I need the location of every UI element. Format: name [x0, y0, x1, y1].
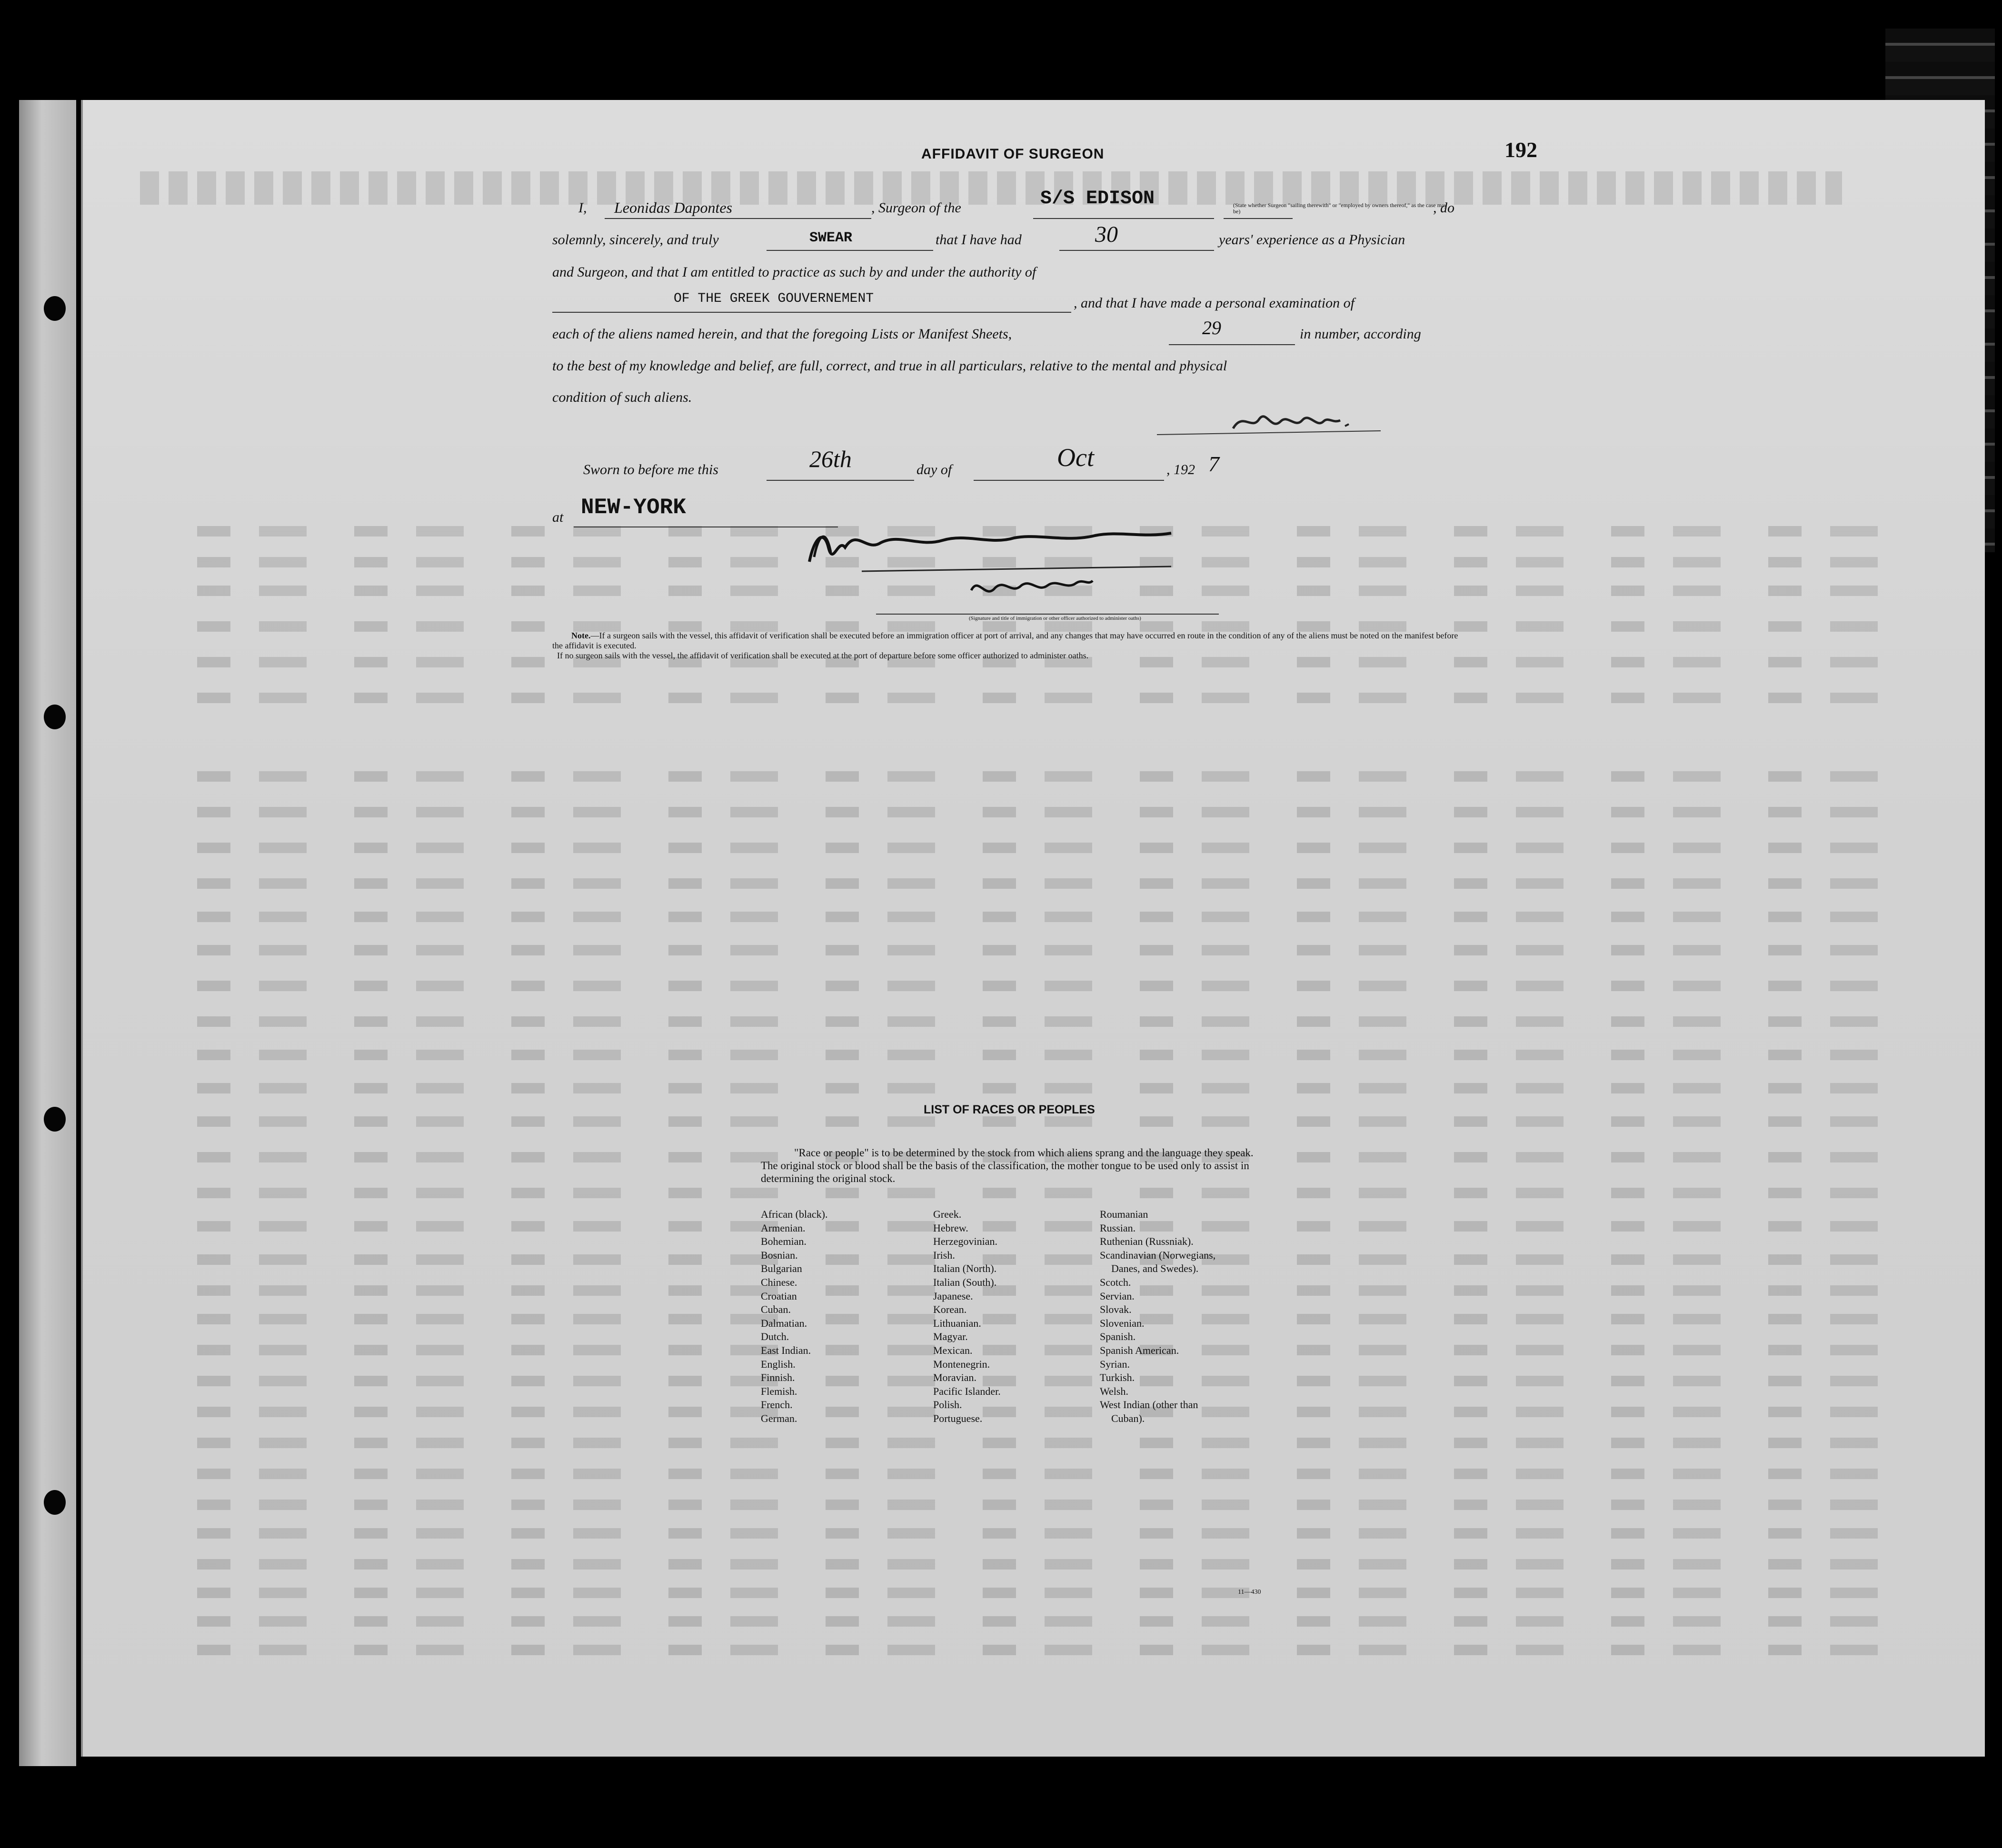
sworn-year-prefix: , 192 [1166, 462, 1195, 477]
line3: and Surgeon, and that I am entitled to practice as such by and under the authority of [552, 264, 1036, 280]
note-label: Note. [571, 631, 591, 640]
sworn-mid: day of [916, 462, 952, 477]
race-item: Finnish. [761, 1371, 795, 1384]
line2-end: years' experience as a Physician [1219, 232, 1405, 248]
race-item: Scandinavian (Norwegians, [1100, 1249, 1216, 1261]
races-title: LIST OF RACES OR PEOPLES [924, 1103, 1095, 1116]
punch-hole [44, 1490, 66, 1515]
race-item: Lithuanian. [933, 1317, 981, 1329]
line1-end: , do [1433, 200, 1454, 216]
race-item: Pacific Islander. [933, 1385, 1001, 1397]
form-number: 11—430 [1238, 1589, 1261, 1596]
race-item: Herzegovinian. [933, 1235, 997, 1248]
note-text: —If a surgeon sails with the vessel, this affidavit of verification shall be executed before an immigration officer at port of arrival, and any changes that may have occurred en route in the condition of any of the aliens must be noted on the manifest before the affidavit is executed. [552, 631, 1458, 650]
race-item: Korean. [933, 1303, 967, 1316]
race-item: Montenegrin. [933, 1358, 990, 1370]
affidavit-title: AFFIDAVIT OF SURGEON [921, 146, 1105, 162]
line5-end: in number, according [1300, 326, 1421, 342]
note-block [552, 631, 1466, 661]
race-item: Dalmatian. [761, 1317, 807, 1329]
line7: condition of such aliens. [552, 389, 692, 405]
race-item: East Indian. [761, 1344, 811, 1356]
race-item: Magyar. [933, 1331, 968, 1343]
at-label: at [552, 509, 564, 525]
race-item: African (black). [761, 1208, 828, 1220]
race-item: Spanish. [1100, 1331, 1136, 1343]
race-item: Russian. [1100, 1222, 1136, 1234]
race-item: English. [761, 1358, 796, 1370]
officer-signature [743, 519, 1266, 628]
manifest-page [81, 100, 1985, 1757]
race-item: Spanish American. [1100, 1344, 1179, 1356]
surgeon-signature [1157, 402, 1404, 440]
race-item: Flemish. [761, 1385, 797, 1397]
oath-word: SWEAR [809, 230, 853, 246]
race-item: Moravian. [933, 1371, 977, 1384]
bleed-through-manifest [83, 100, 1985, 1757]
authority-value: OF THE GREEK GOUVERNEMENT [674, 291, 874, 306]
race-item: Danes, and Swedes). [1111, 1262, 1199, 1275]
status-note: (State whether Surgeon "sailing therewith" or "employed by owners thereof," as the case may be) [1233, 202, 1447, 215]
race-item: Mexican. [933, 1344, 973, 1356]
punch-hole [44, 296, 66, 321]
binding-strip [19, 100, 76, 1766]
race-item: Japanese. [933, 1290, 973, 1302]
race-item: Polish. [933, 1399, 962, 1411]
race-item: Irish. [933, 1249, 955, 1261]
race-item: Bosnian. [761, 1249, 798, 1261]
race-item: West Indian (other than [1100, 1399, 1198, 1411]
sheets-count: 29 [1202, 317, 1221, 338]
sworn-year-digit: 7 [1208, 452, 1219, 476]
page-number: 192 [1504, 138, 1537, 162]
race-item: Croatian [761, 1290, 797, 1302]
race-item: Scotch. [1100, 1276, 1131, 1288]
surgeon-name: Leonidas Dapontes [614, 199, 732, 216]
line1-mid: , Surgeon of the [871, 200, 961, 216]
line1-prefix: I, [578, 200, 587, 216]
race-item: Italian (South). [933, 1276, 997, 1288]
ship-name: S/S EDISON [1040, 188, 1155, 209]
race-item: Hebrew. [933, 1222, 968, 1234]
race-item: Cuban). [1111, 1412, 1145, 1424]
race-item: Bohemian. [761, 1235, 807, 1248]
line2-prefix: solemnly, sincerely, and truly [552, 232, 719, 248]
race-item: Servian. [1100, 1290, 1135, 1302]
races-column-2 [933, 1208, 1001, 1426]
years-value: 30 [1095, 222, 1118, 247]
race-item: Welsh. [1100, 1385, 1128, 1397]
races-column-3 [1100, 1208, 1215, 1426]
sheets-blank [1169, 325, 1295, 345]
place-value: NEW-YORK [581, 495, 686, 520]
race-item: Chinese. [761, 1276, 797, 1288]
sworn-prefix: Sworn to before me this [583, 462, 718, 477]
race-item: German. [761, 1412, 797, 1424]
race-item: French. [761, 1399, 793, 1411]
note-text-2: If no surgeon sails with the vessel, the affidavit of verification shall be executed at the port of departure before some officer authorized to administer oaths. [557, 651, 1089, 660]
line2-mid: that I have had [936, 232, 1022, 248]
years-blank [1059, 231, 1214, 251]
race-item: Turkish. [1100, 1371, 1135, 1384]
sworn-day: 26th [809, 446, 852, 472]
race-item: Portuguese. [933, 1412, 983, 1424]
line4-end: , and that I have made a personal examination of [1074, 295, 1355, 311]
race-item: Syrian. [1100, 1358, 1130, 1370]
race-item: Slovenian. [1100, 1317, 1145, 1329]
punch-hole [44, 705, 66, 729]
officer-caption: (Signature and title of immigration or other officer authorized to administer oaths) [969, 616, 1141, 621]
races-column-1 [761, 1208, 827, 1426]
race-item: Armenian. [761, 1222, 806, 1234]
line6: to the best of my knowledge and belief, are full, correct, and true in all particulars, relative to the mental and physical [552, 358, 1227, 374]
race-item: Ruthenian (Russniak). [1100, 1235, 1194, 1248]
race-item: Greek. [933, 1208, 962, 1220]
race-item: Dutch. [761, 1331, 789, 1343]
line5-prefix: each of the aliens named herein, and that the foregoing Lists or Manifest Sheets, [552, 326, 1012, 342]
race-item: Bulgarian [761, 1262, 802, 1275]
race-item: Roumanian [1100, 1208, 1148, 1220]
punch-hole [44, 1107, 66, 1132]
races-intro: "Race or people" is to be determined by the stock from which aliens sprang and the language they speak. The original stock or blood shall be the basis of the classification, the mother tongue to be used only to assist in determining the original stock. [761, 1147, 1254, 1184]
sworn-month: Oct [1057, 443, 1094, 472]
race-item: Slovak. [1100, 1303, 1132, 1316]
race-item: Cuban. [761, 1303, 791, 1316]
race-item: Italian (North). [933, 1262, 997, 1275]
